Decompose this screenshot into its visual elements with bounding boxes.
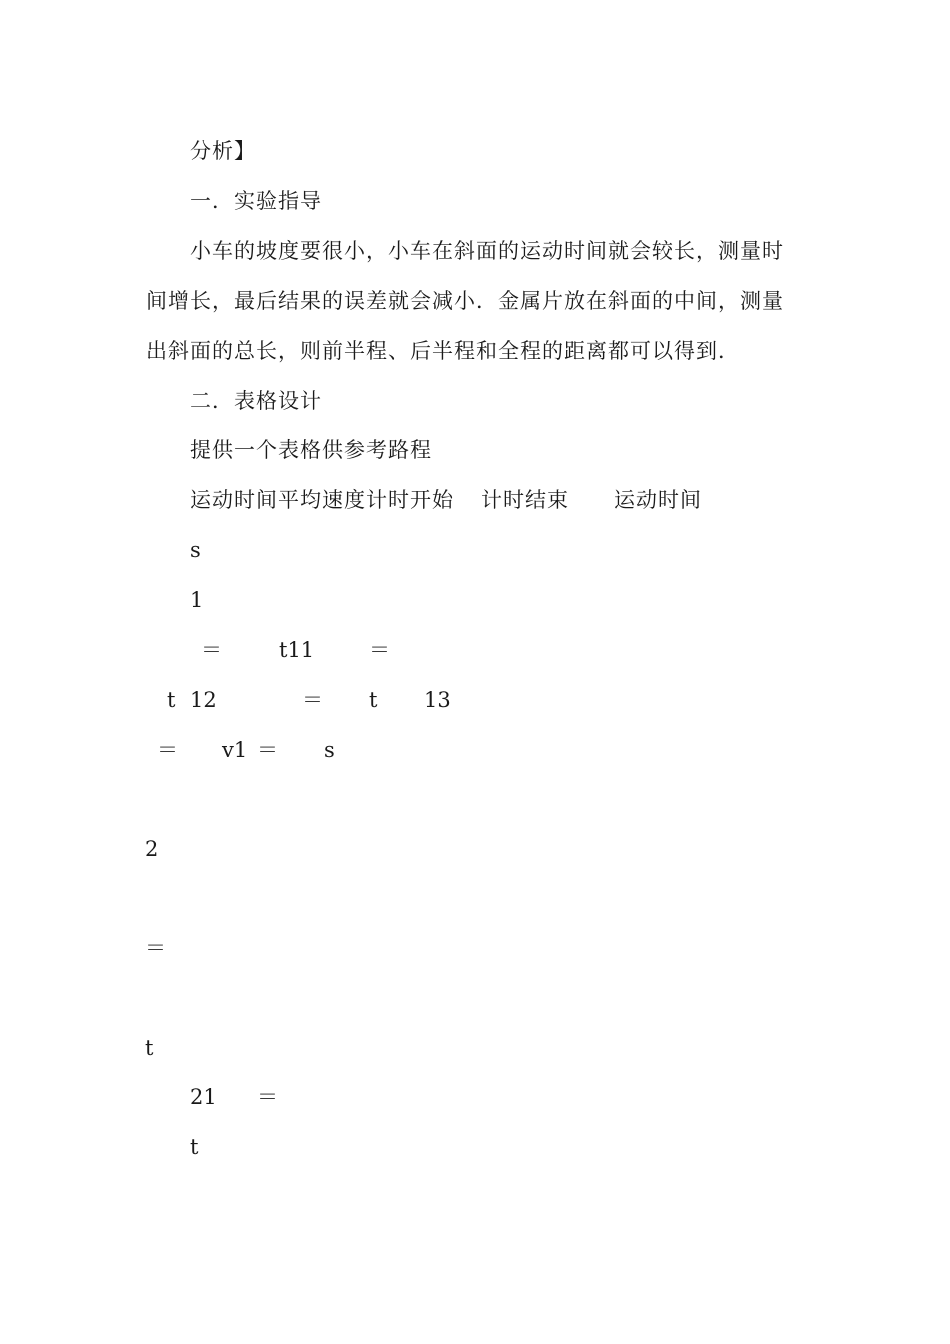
analysis-heading: 分析】 (190, 139, 256, 163)
fragment-n13: 13 (424, 688, 451, 712)
paragraph1-line3: 出斜面的总长，则前半程、后半程和全程的距离都可以得到． (146, 339, 740, 363)
table-header-col1: 运动时间平均速度计时开始 (190, 488, 454, 512)
table-intro: 提供一个表格供参考路程 (190, 438, 432, 462)
paragraph1-line2: 间增长，最后结果的误差就会减小．金属片放在斜面的中间，测量 (146, 289, 784, 313)
fragment-t11: t11 (279, 638, 315, 662)
fragment-v1: v1 (222, 738, 248, 762)
fragment-s2: s (324, 738, 335, 762)
fragment-eq1: ＝ (201, 638, 223, 662)
fragment-eq6: ＝ (145, 936, 167, 960)
table-header-col3: 运动时间 (614, 488, 702, 512)
table-header-col2: 计时结束 (481, 488, 569, 512)
fragment-s1: s (190, 538, 201, 562)
section1-title: 一．实验指导 (190, 189, 322, 213)
fragment-eq4: ＝ (157, 738, 179, 762)
fragment-one: 1 (190, 588, 204, 612)
fragment-eq2: ＝ (369, 638, 391, 662)
fragment-eq7: ＝ (257, 1085, 279, 1109)
fragment-n21: 21 (190, 1085, 217, 1109)
fragment-two: 2 (145, 837, 159, 861)
fragment-t-b: t (369, 688, 378, 712)
fragment-eq3: ＝ (302, 688, 324, 712)
fragment-n12: 12 (190, 688, 217, 712)
paragraph1-line1: 小车的坡度要很小，小车在斜面的运动时间就会较长，测量时 (190, 239, 784, 263)
fragment-eq5: ＝ (257, 738, 279, 762)
section2-title: 二．表格设计 (190, 389, 322, 413)
fragment-t-d: t (190, 1135, 199, 1159)
fragment-t-a: t (167, 688, 176, 712)
fragment-t-c: t (145, 1036, 154, 1060)
